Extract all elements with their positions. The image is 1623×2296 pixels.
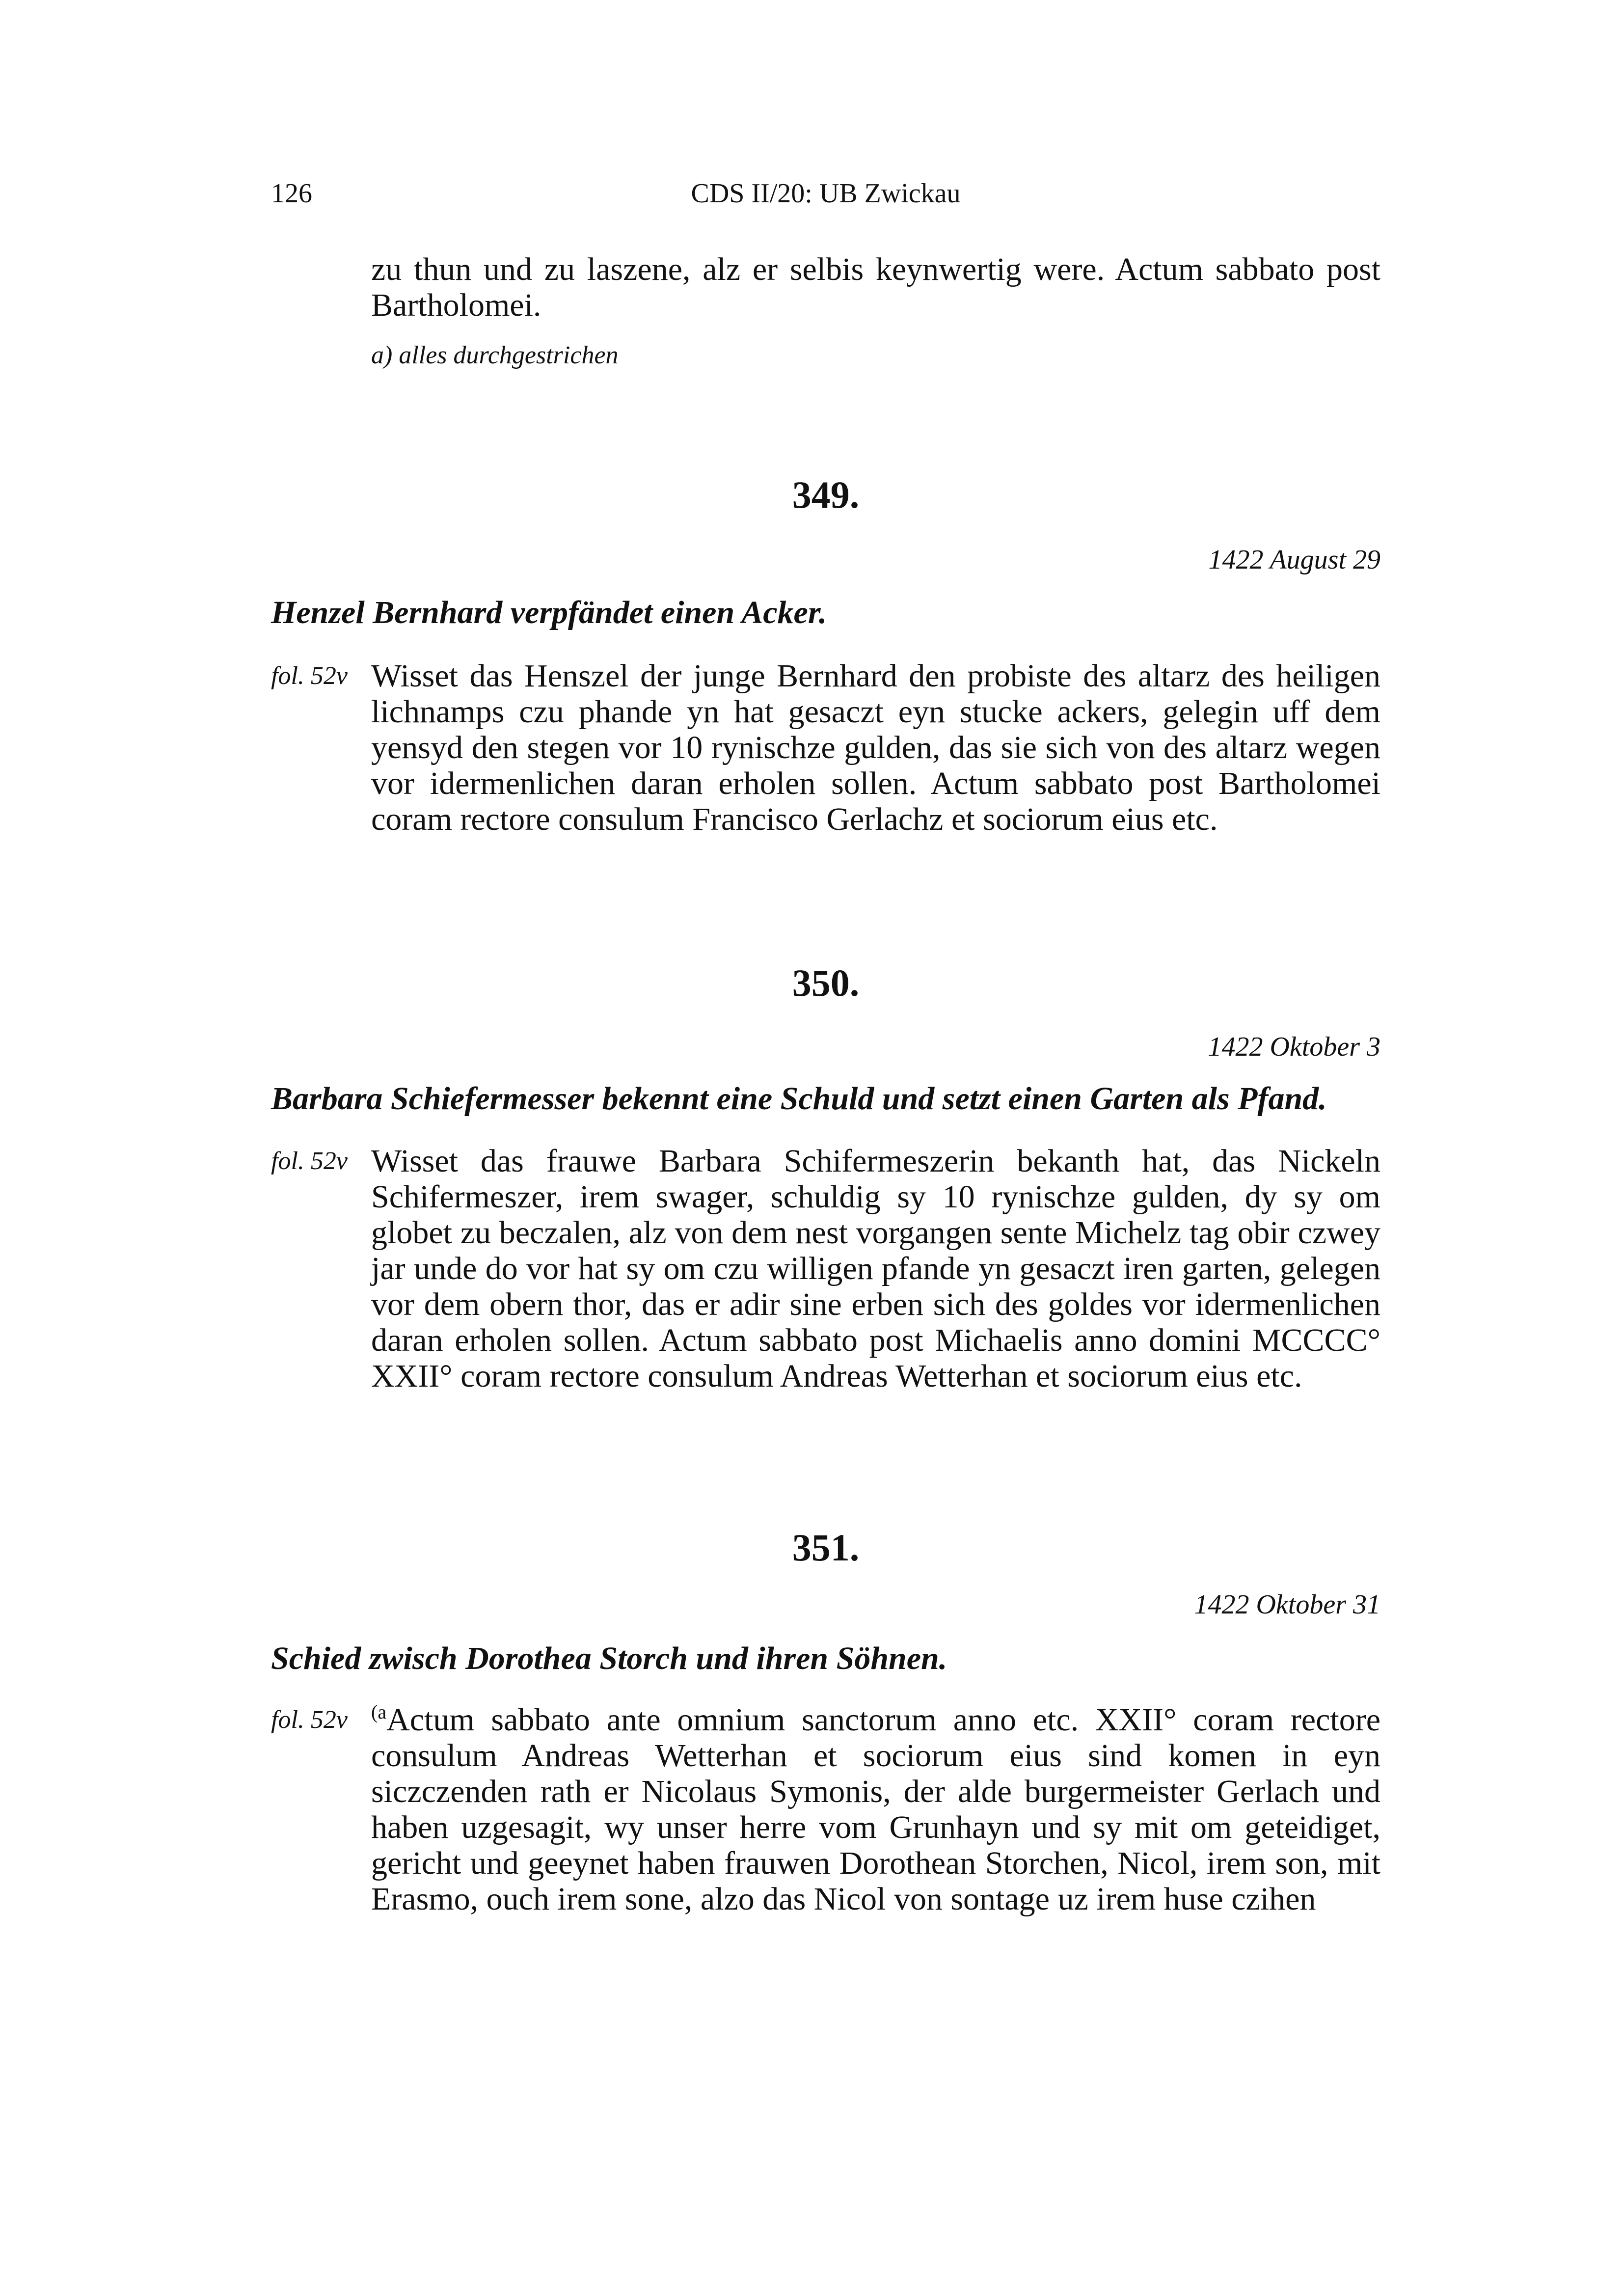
entry-body xyxy=(371,658,1380,837)
entry-title: Barbara Schiefermesser bekennt eine Schuld und setzt einen Garten als Pfand. xyxy=(271,1081,1327,1117)
entry-body xyxy=(371,1702,1380,1917)
entry-number: 350. xyxy=(792,961,860,1004)
continuation-text: zu thun und zu laszene, alz er selbis keynwertig were. Actum sabbato post Bartholomei. xyxy=(371,251,1380,323)
folio-reference: fol. 52v xyxy=(271,1147,348,1175)
entry-text xyxy=(371,1702,1380,1917)
entry-date: 1422 Oktober 31 xyxy=(1194,1589,1380,1620)
entry-date: 1422 Oktober 3 xyxy=(1208,1032,1380,1062)
continuation-block xyxy=(371,251,1380,370)
folio-reference: fol. 52v xyxy=(271,662,348,690)
folio-reference: fol. 52v xyxy=(271,1706,348,1734)
entry-number: 349. xyxy=(792,473,860,516)
entry-body xyxy=(371,1143,1380,1394)
running-title: CDS II/20: UB Zwickau xyxy=(691,178,961,209)
entry-text-content: Actum sabbato ante omnium sanctorum anno etc. XXII° coram rectore consulum Andreas Wetterhan et sociorum eius sind komen in eyn siczczenden rath er Nicolaus Symonis, der alde burgermeister Gerlach und haben uzgesagit, wy unser herre vom Grunhayn und sy mit om geteidiget, gericht und geeynet haben frauwen Dorothean Storchen, Nicol, irem son, mit Erasmo, ouch irem sone, alzo das Nicol von sontage uz irem huse czihen xyxy=(371,1702,1380,1917)
entry-title: Henzel Bernhard verpfändet einen Acker. xyxy=(271,595,827,630)
footnote-marker: (a xyxy=(371,1701,387,1723)
entry-number: 351. xyxy=(792,1526,860,1569)
entry-title: Schied zwisch Dorothea Storch und ihren Söhnen. xyxy=(271,1640,947,1676)
entry-text: Wisset das Henszel der junge Bernhard den probiste des altarz des heiligen lichnamps czu phande yn hat gesaczt eyn stucke ackers, gelegin uff dem yensyd den stegen vor 10 rynischze gulden, das sie sich von des altarz wegen vor idermenlichen daran erholen sollen. Actum sabbato post Bartholomei coram rectore consulum Francisco Gerlachz et sociorum eius etc. xyxy=(371,658,1380,837)
entry-text: Wisset das frauwe Barbara Schifermeszerin bekanth hat, das Nickeln Schifermeszer, irem swager, schuldig sy 10 rynischze gulden, dy sy om globet zu beczalen, alz von dem nest vorgangen sente Michelz tag obir czwey jar unde do vor hat sy om czu willigen pfande yn gesaczt iren garten, gelegen vor dem obern thor, das er adir sine erben sich des goldes vor idermenlichen daran erholen sollen. Actum sabbato post Michaelis anno domini MCCCC° XXII° coram rectore consulum Andreas Wetterhan et sociorum eius etc. xyxy=(371,1143,1380,1394)
page-number: 126 xyxy=(271,178,312,209)
footnote: a) alles durchgestrichen xyxy=(371,341,619,369)
page-header xyxy=(271,178,1380,217)
entry-date: 1422 August 29 xyxy=(1208,545,1380,575)
